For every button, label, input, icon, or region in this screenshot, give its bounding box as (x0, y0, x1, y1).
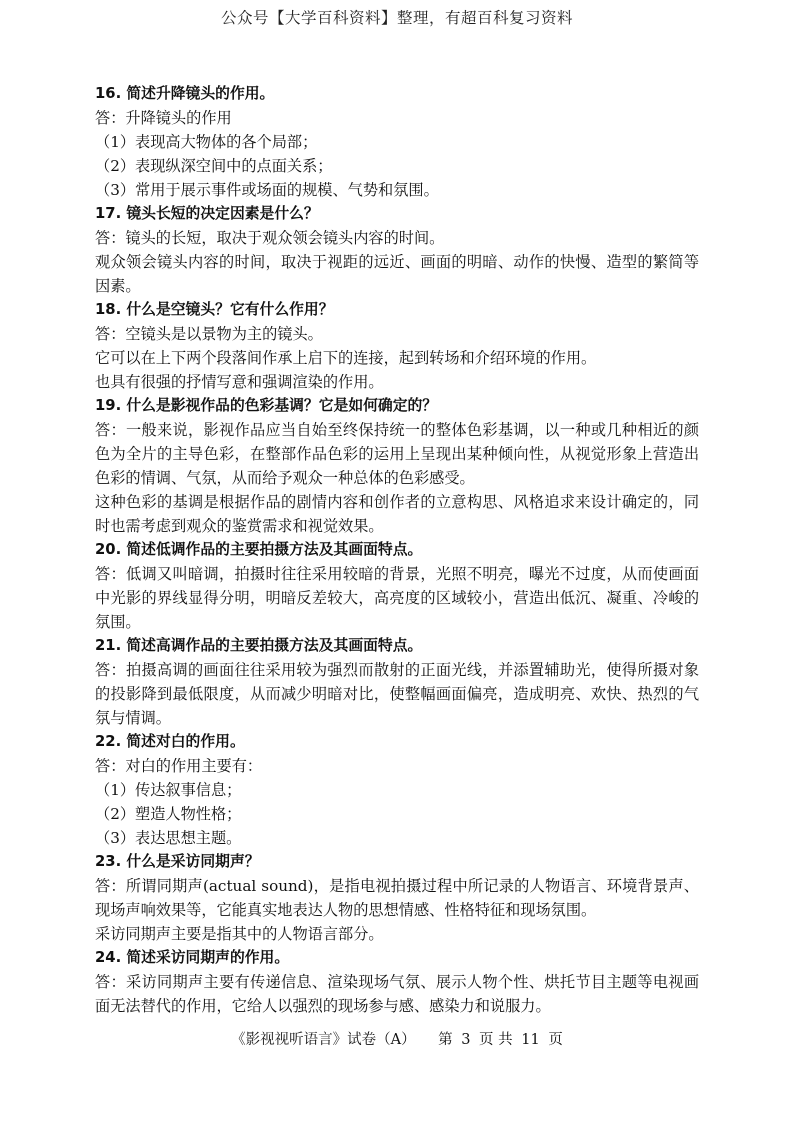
question-title: 16. 简述升降镜头的作用。 (95, 85, 275, 102)
question-title: 20. 简述低调作品的主要拍摄方法及其画面特点。 (95, 541, 423, 558)
question-title: 17. 镜头长短的决定因素是什么？ (95, 205, 319, 222)
answer-line: （1）表现高大物体的各个局部； (95, 133, 318, 151)
answer-line: 答：镜头的长短，取决于观众领会镜头内容的时间。 (95, 229, 445, 247)
answer-line: 答：拍摄高调的画面往往采用较为强烈而散射的正面光线，并添置辅助光，使得所摄对象的投影降到最低限度，从而减少明暗对比，使整幅画面偏亮，造成明亮、欢快、热烈的气氛与情调。 (95, 661, 699, 727)
answer-line: 这种色彩的基调是根据作品的剧情内容和创作者的立意构思、风格追求来设计确定的，同时也需考虑到观众的鉴赏需求和视觉效果。 (95, 493, 699, 535)
question-23 (95, 850, 699, 946)
page-number: 3 (461, 1032, 471, 1048)
question-16 (95, 82, 699, 202)
answer-line: 答：一般来说，影视作品应当自始至终保持统一的整体色彩基调，以一种或几种相近的颜色为全片的主导色彩，在整部作品色彩的运用上呈现出某种倾向性，从视觉形象上营造出色彩的情调、气氛，从而给予观众一种总体的色彩感受。 (95, 421, 699, 487)
answer-line: 答：采访同期声主要有传递信息、渲染现场气氛、展示人物个性、烘托节目主题等电视画面无法替代的作用，它给人以强烈的现场参与感、感染力和说服力。 (95, 973, 699, 1015)
question-17 (95, 202, 699, 298)
answer-line: 它可以在上下两个段落间作承上启下的连接，起到转场和介绍环境的作用。 (95, 349, 597, 367)
total-pages: 11 (521, 1032, 540, 1048)
question-22 (95, 730, 699, 850)
answer-line: 采访同期声主要是指其中的人物语言部分。 (95, 925, 384, 943)
answer-line: 答：空镜头是以景物为主的镜头。 (95, 325, 323, 343)
answer-line: （3）表达思想主题。 (95, 829, 242, 847)
answer-line: 也具有很强的抒情写意和强调渲染的作用。 (95, 373, 384, 391)
question-20 (95, 538, 699, 634)
answer-line: 观众领会镜头内容的时间，取决于视距的远近、画面的明暗、动作的快慢、造型的繁简等因素。 (95, 253, 699, 295)
document-body (95, 82, 699, 1018)
page-header: 公众号【大学百科资料】整理，有超百科复习资料 (220, 9, 573, 27)
question-title: 22. 简述对白的作用。 (95, 733, 245, 750)
question-title: 23. 什么是采访同期声？ (95, 853, 260, 870)
page-footer (0, 1028, 794, 1049)
answer-line: 答：低调又叫暗调，拍摄时往往采用较暗的背景，光照不明亮，曝光不过度，从而使画面中光影的界线显得分明，明暗反差较大，高亮度的区域较小，营造出低沉、凝重、冷峻的氛围。 (95, 565, 699, 631)
question-21 (95, 634, 699, 730)
answer-line: 答：对白的作用主要有： (95, 757, 263, 775)
page-label-mid: 页 共 (479, 1032, 513, 1048)
question-title: 21. 简述高调作品的主要拍摄方法及其画面特点。 (95, 637, 423, 654)
question-19 (95, 394, 699, 538)
question-18 (95, 298, 699, 394)
answer-line: （1）传达叙事信息； (95, 781, 242, 799)
answer-line: 答：所谓同期声(actual sound)，是指电视拍摄过程中所记录的人物语言、环境背景声、现场声响效果等，它能真实地表达人物的思想情感、性格特征和现场氛围。 (95, 877, 699, 919)
question-24 (95, 946, 699, 1018)
answer-line: 答：升降镜头的作用 (95, 109, 232, 127)
question-title: 19. 什么是影视作品的色彩基调？它是如何确定的？ (95, 397, 438, 414)
exam-title: 《影视视听语言》试卷（A） (231, 1032, 416, 1048)
page-label-prefix: 第 (438, 1032, 453, 1048)
answer-line: （2）塑造人物性格； (95, 805, 242, 823)
answer-line: （2）表现纵深空间中的点面关系； (95, 157, 333, 175)
question-title: 18. 什么是空镜头？它有什么作用？ (95, 301, 334, 318)
question-title: 24. 简述采访同期声的作用。 (95, 949, 290, 966)
answer-line: （3）常用于展示事件或场面的规模、气势和氛围。 (95, 181, 439, 199)
page-label-suffix: 页 (548, 1032, 563, 1048)
